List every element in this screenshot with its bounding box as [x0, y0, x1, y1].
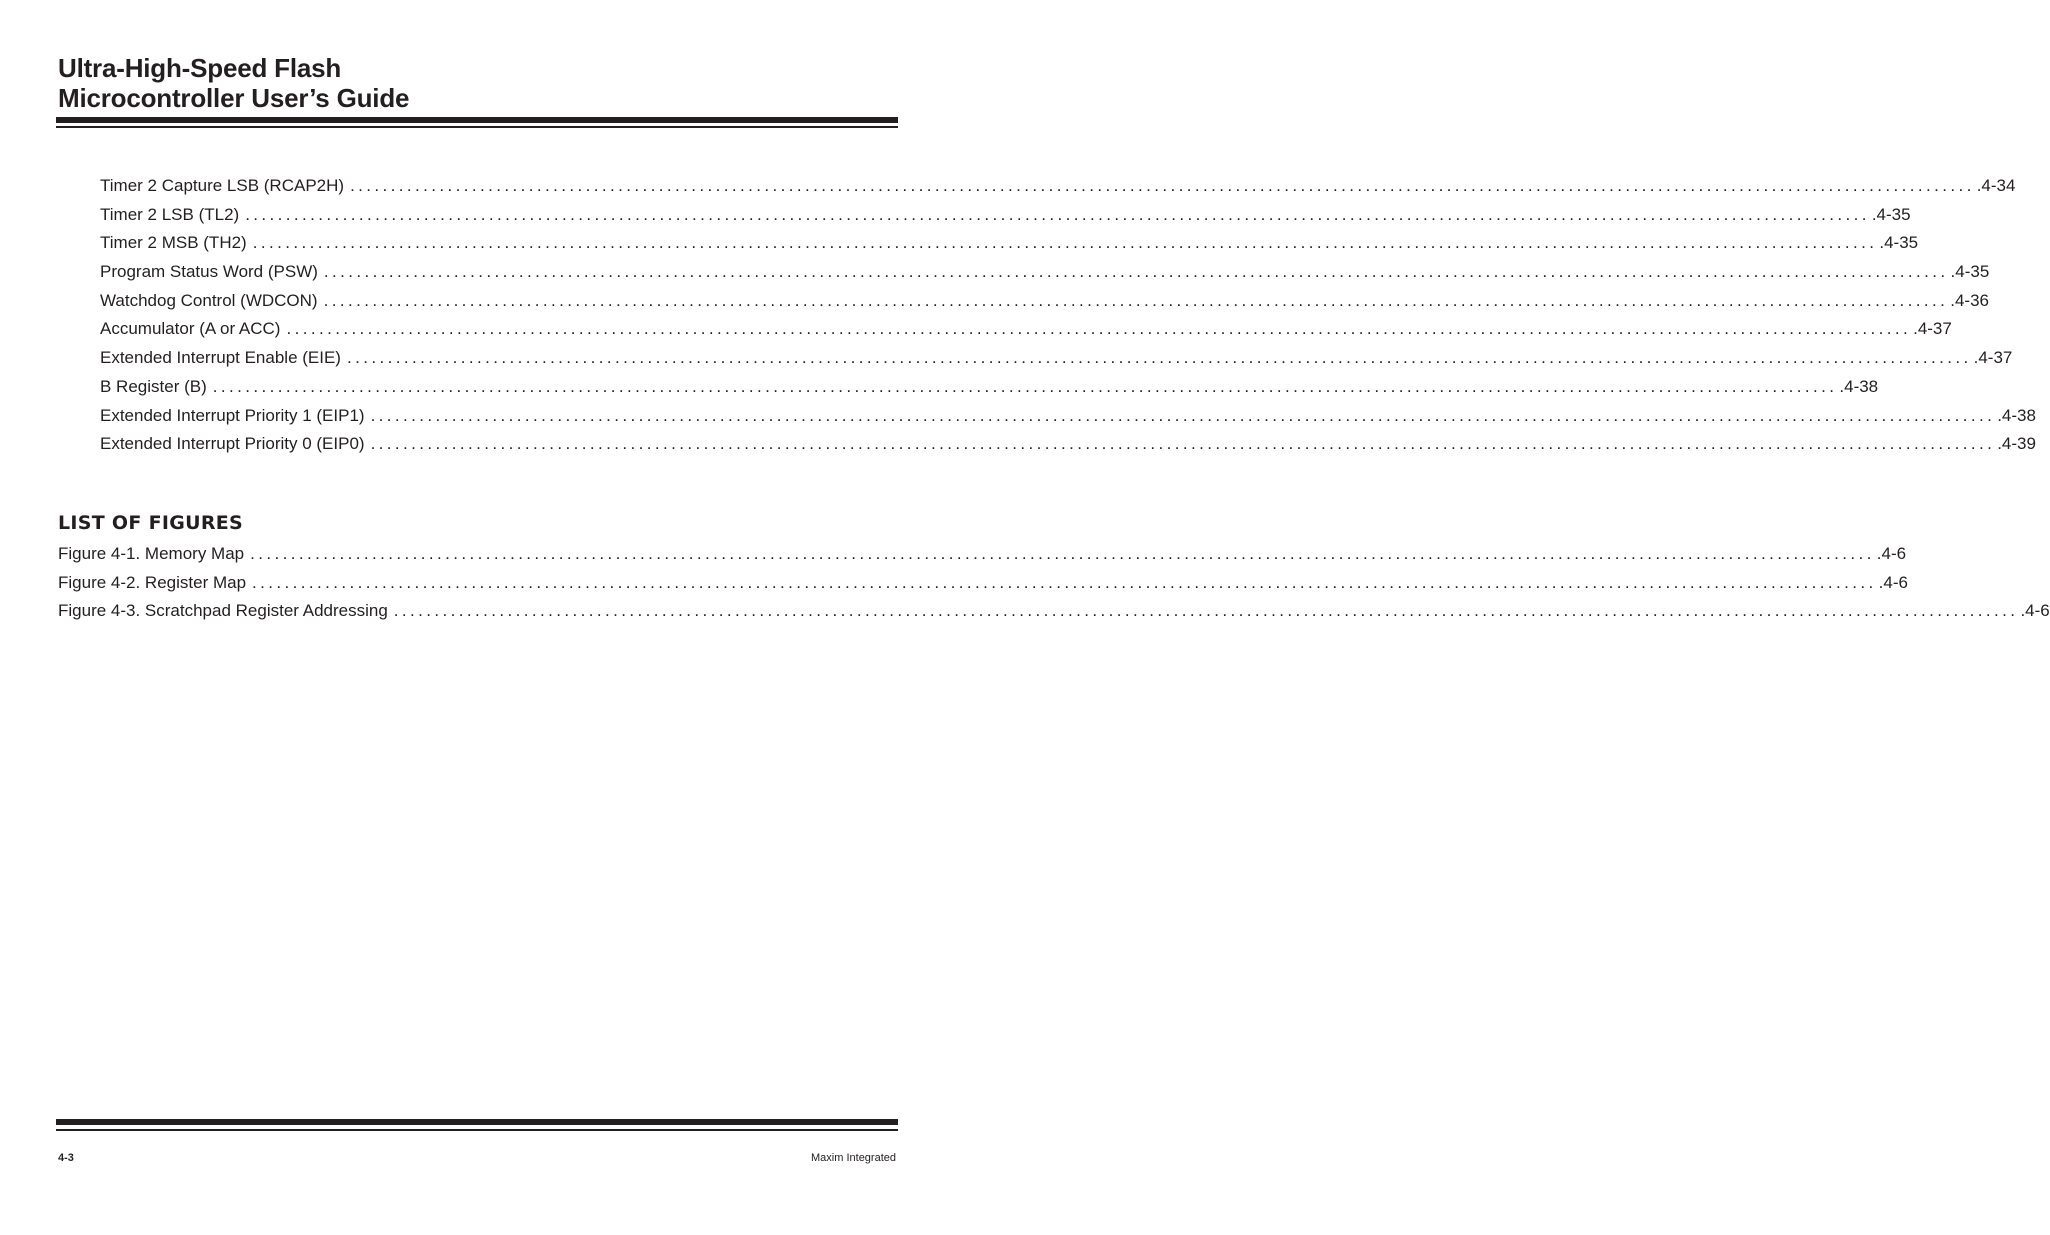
toc-entry[interactable] — [100, 430, 2036, 459]
dot-leader: ........................................................................................................................................................................................................ — [252, 572, 1877, 592]
dot-leader: ........................................................................................................................................................................................................ — [286, 319, 1912, 339]
dot-leader: ........................................................................................................................................................................................................ — [370, 434, 1996, 454]
figure-entry[interactable] — [58, 597, 2050, 626]
header-rule-thin — [56, 126, 898, 128]
dot-leader: ........................................................................................................................................................................................................ — [370, 405, 1996, 425]
dot-leader: ........................................................................................................................................................................................................ — [350, 176, 1975, 195]
toc-entry-label: Timer 2 Capture LSB (RCAP2H) — [100, 176, 345, 195]
figure-entry-label: Figure 4-2. Register Map — [58, 572, 247, 592]
page-title — [58, 53, 409, 113]
figures-toc-list — [58, 540, 2050, 626]
footer-rule-thick — [56, 1119, 898, 1125]
toc-entry-page: .4-38 — [1997, 405, 2036, 425]
page-title-line-1: Ultra-High-Speed Flash — [58, 53, 342, 83]
figure-entry[interactable] — [58, 540, 1907, 569]
toc-entry[interactable] — [100, 201, 1911, 230]
toc-entry-label: Timer 2 MSB (TH2) — [100, 233, 247, 253]
figure-entry-page: .4-6 — [1878, 572, 1908, 592]
toc-entry[interactable] — [100, 315, 1952, 344]
toc-entry-page: .4-37 — [1973, 348, 2013, 368]
toc-entry-label: Timer 2 LSB (TL2) — [100, 204, 240, 224]
toc-entry-label: Extended Interrupt Priority 1 (EIP1) — [100, 405, 365, 425]
toc-entry[interactable] — [100, 258, 1990, 287]
footer-page-number: 4-3 — [58, 1152, 74, 1164]
toc-entry[interactable] — [100, 402, 2036, 431]
dot-leader: ........................................................................................................................................................................................................ — [212, 376, 1838, 396]
toc-entry-page: .4-36 — [1950, 290, 1989, 310]
figure-entry-page: .4-6 — [1876, 544, 1907, 563]
dot-leader: ........................................................................................................................................................................................................ — [393, 601, 2019, 621]
toc-entry-label: Accumulator (A or ACC) — [100, 319, 281, 339]
toc-entry-page: .4-38 — [1839, 376, 1879, 396]
footer-company-name: Maxim Integrated — [811, 1152, 896, 1164]
toc-entry-label: Extended Interrupt Enable (EIE) — [100, 348, 341, 368]
header-rule-thick — [56, 117, 898, 123]
toc-entry-label: B Register (B) — [100, 376, 207, 396]
figure-entry-label: Figure 4-1. Memory Map — [58, 544, 245, 563]
toc-entry-page: .4-35 — [1879, 233, 1919, 253]
toc-entry[interactable] — [100, 287, 1989, 316]
toc-entry-label: Extended Interrupt Priority 0 (EIP0) — [100, 434, 365, 454]
toc-entry-page: .4-39 — [1997, 434, 2036, 454]
toc-entry-label: Watchdog Control (WDCON) — [100, 290, 318, 310]
dot-leader: ........................................................................................................................................................................................................ — [323, 290, 1949, 310]
toc-entry[interactable] — [100, 172, 2016, 201]
toc-entry-page: .4-34 — [1976, 176, 2016, 195]
dot-leader: ........................................................................................................................................................................................................ — [323, 262, 1949, 282]
dot-leader: ........................................................................................................................................................................................................ — [250, 544, 1875, 563]
list-of-figures-heading: LIST OF FIGURES — [58, 512, 244, 534]
dot-leader: ........................................................................................................................................................................................................ — [346, 348, 1972, 368]
figure-entry[interactable] — [58, 569, 1908, 598]
dot-leader: ........................................................................................................................................................................................................ — [245, 204, 1870, 224]
dot-leader: ........................................................................................................................................................................................................ — [252, 233, 1878, 253]
footer-rule-thin — [56, 1129, 898, 1131]
toc-entry-page: .4-35 — [1871, 204, 1911, 224]
toc-entry[interactable] — [100, 229, 1919, 258]
register-toc-list — [100, 172, 2036, 459]
toc-entry-page: .4-37 — [1913, 319, 1952, 339]
toc-entry[interactable] — [100, 344, 2013, 373]
toc-entry-label: Program Status Word (PSW) — [100, 262, 318, 282]
page-title-line-2: Microcontroller User’s Guide — [58, 83, 410, 113]
figure-entry-page: .4-6 — [2020, 601, 2050, 621]
toc-entry-page: .4-35 — [1950, 262, 1990, 282]
toc-entry[interactable] — [100, 373, 1879, 402]
figure-entry-label: Figure 4-3. Scratchpad Register Addressing — [58, 601, 388, 621]
